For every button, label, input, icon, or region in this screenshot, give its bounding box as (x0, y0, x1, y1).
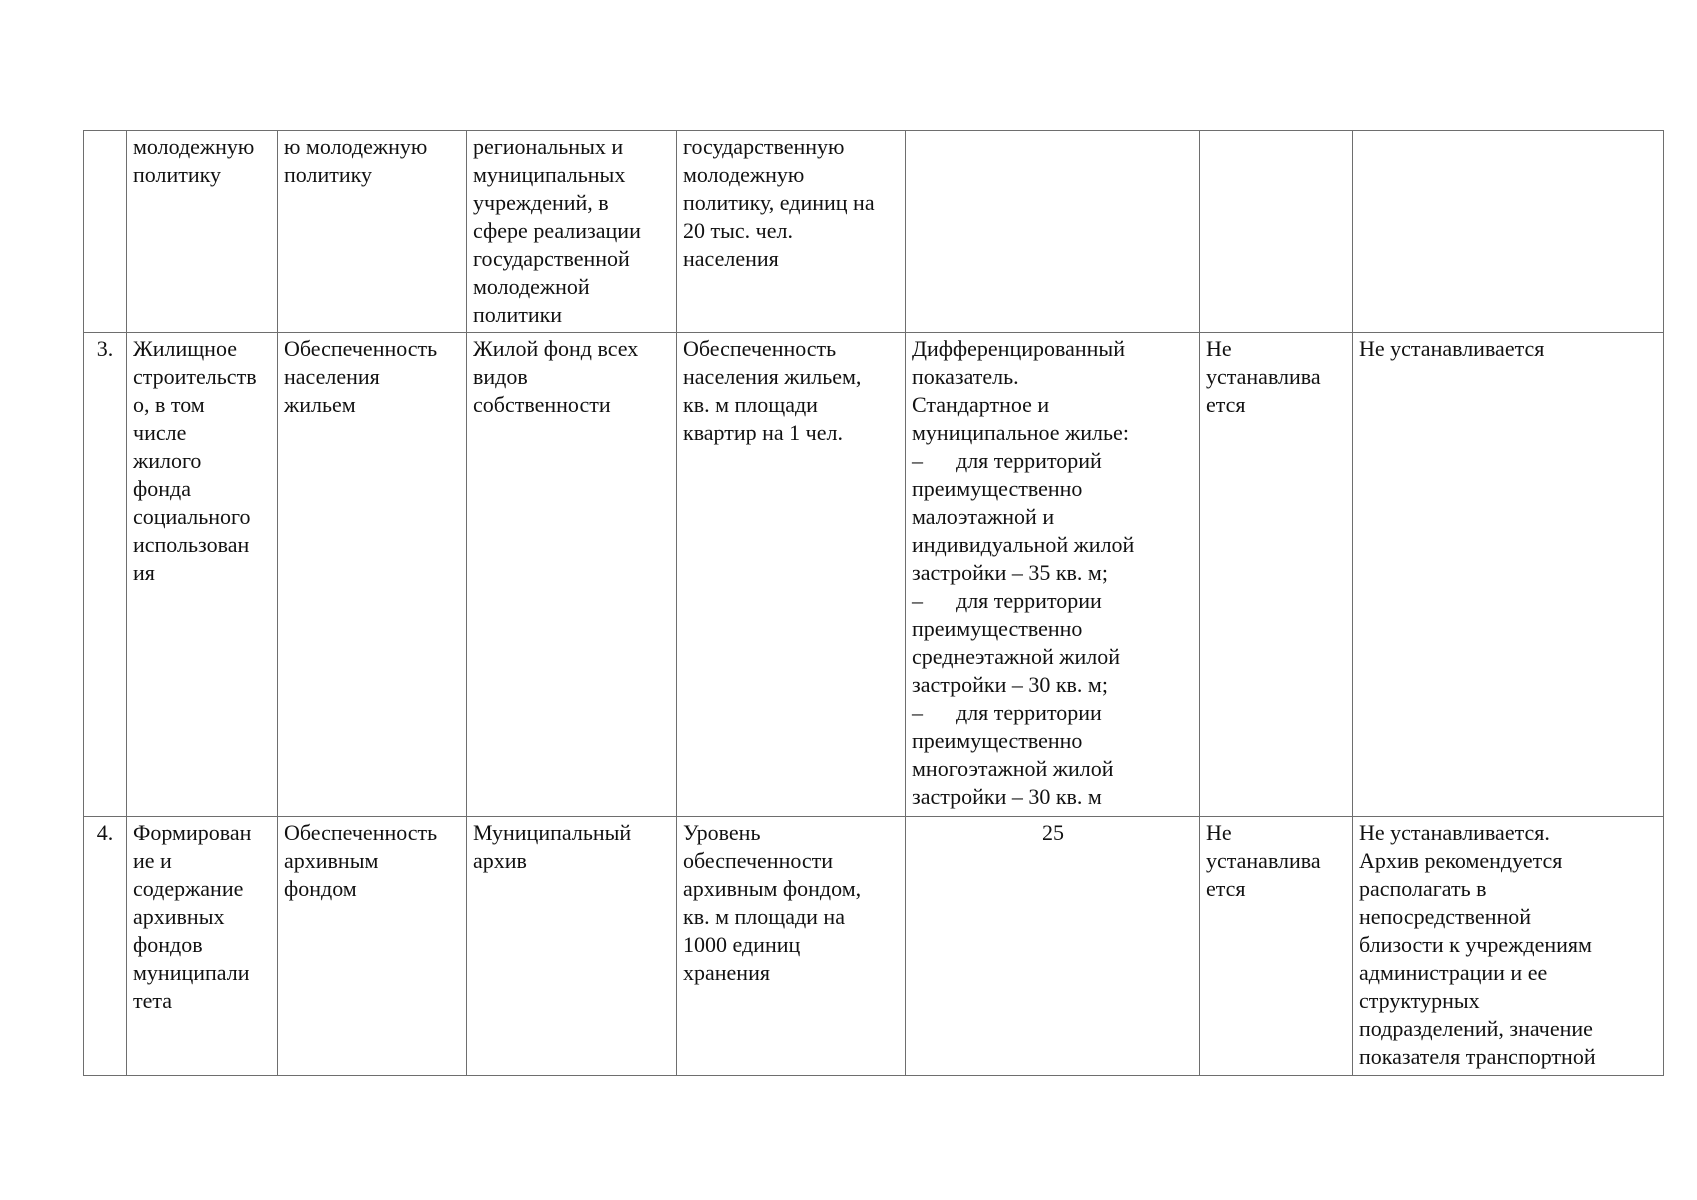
list-item: – для территорий (912, 448, 1102, 473)
list-item: – для территории (912, 700, 1102, 725)
value-cell (906, 131, 1200, 333)
indicators-table (83, 130, 1664, 1076)
notes-cell (1353, 131, 1664, 333)
row-number-cell: 4. (84, 817, 127, 1076)
list-item: – для территории (912, 588, 1102, 613)
notes-cell: Не устанавливается. Архив рекомендуется располагать в непосредственной близости к учреждениям администрации и ее структурных подразделений, значение показателя транспортной (1353, 817, 1664, 1076)
table-row (84, 131, 1664, 333)
accessibility-cell: Не устанавлива ется (1200, 333, 1353, 817)
row-number-cell (84, 131, 127, 333)
value-cell: Дифференцированный показатель. Стандартное и муниципальное жилье: – для территорий преимущественно малоэтажной и индивидуальной жилой застройки – 35 кв. м; – для территории преимущественно среднеэтажной жилой застройки – 30 кв. м; – для территории преимущественно многоэтажной жилой застройки – 30 кв. м (906, 333, 1200, 817)
object-type-cell: региональных и муниципальных учреждений, в сфере реализации государственной молодежной политики (467, 131, 677, 333)
unit-cell: Уровень обеспеченности архивным фондом, кв. м площади на 1000 единиц хранения (677, 817, 906, 1076)
table-row (84, 817, 1664, 1076)
row-number-cell: 3. (84, 333, 127, 817)
activity-cell: Жилищное строительств о, в том числе жилого фонда социального использован ия (127, 333, 278, 817)
accessibility-cell (1200, 131, 1353, 333)
notes-cell: Не устанавливается (1353, 333, 1664, 817)
unit-cell: Обеспеченность населения жильем, кв. м площади квартир на 1 чел. (677, 333, 906, 817)
table-row (84, 333, 1664, 817)
activity-cell: молодежную политику (127, 131, 278, 333)
value-cell: 25 (906, 817, 1200, 1076)
object-type-cell: Муниципальный архив (467, 817, 677, 1076)
object-type-cell: Жилой фонд всех видов собственности (467, 333, 677, 817)
indicator-name-cell: ю молодежную политику (278, 131, 467, 333)
unit-cell: государственную молодежную политику, единиц на 20 тыс. чел. населения (677, 131, 906, 333)
indicator-name-cell: Обеспеченность населения жильем (278, 333, 467, 817)
indicator-name-cell: Обеспеченность архивным фондом (278, 817, 467, 1076)
accessibility-cell: Не устанавлива ется (1200, 817, 1353, 1076)
activity-cell: Формирован ие и содержание архивных фондов муниципали тета (127, 817, 278, 1076)
